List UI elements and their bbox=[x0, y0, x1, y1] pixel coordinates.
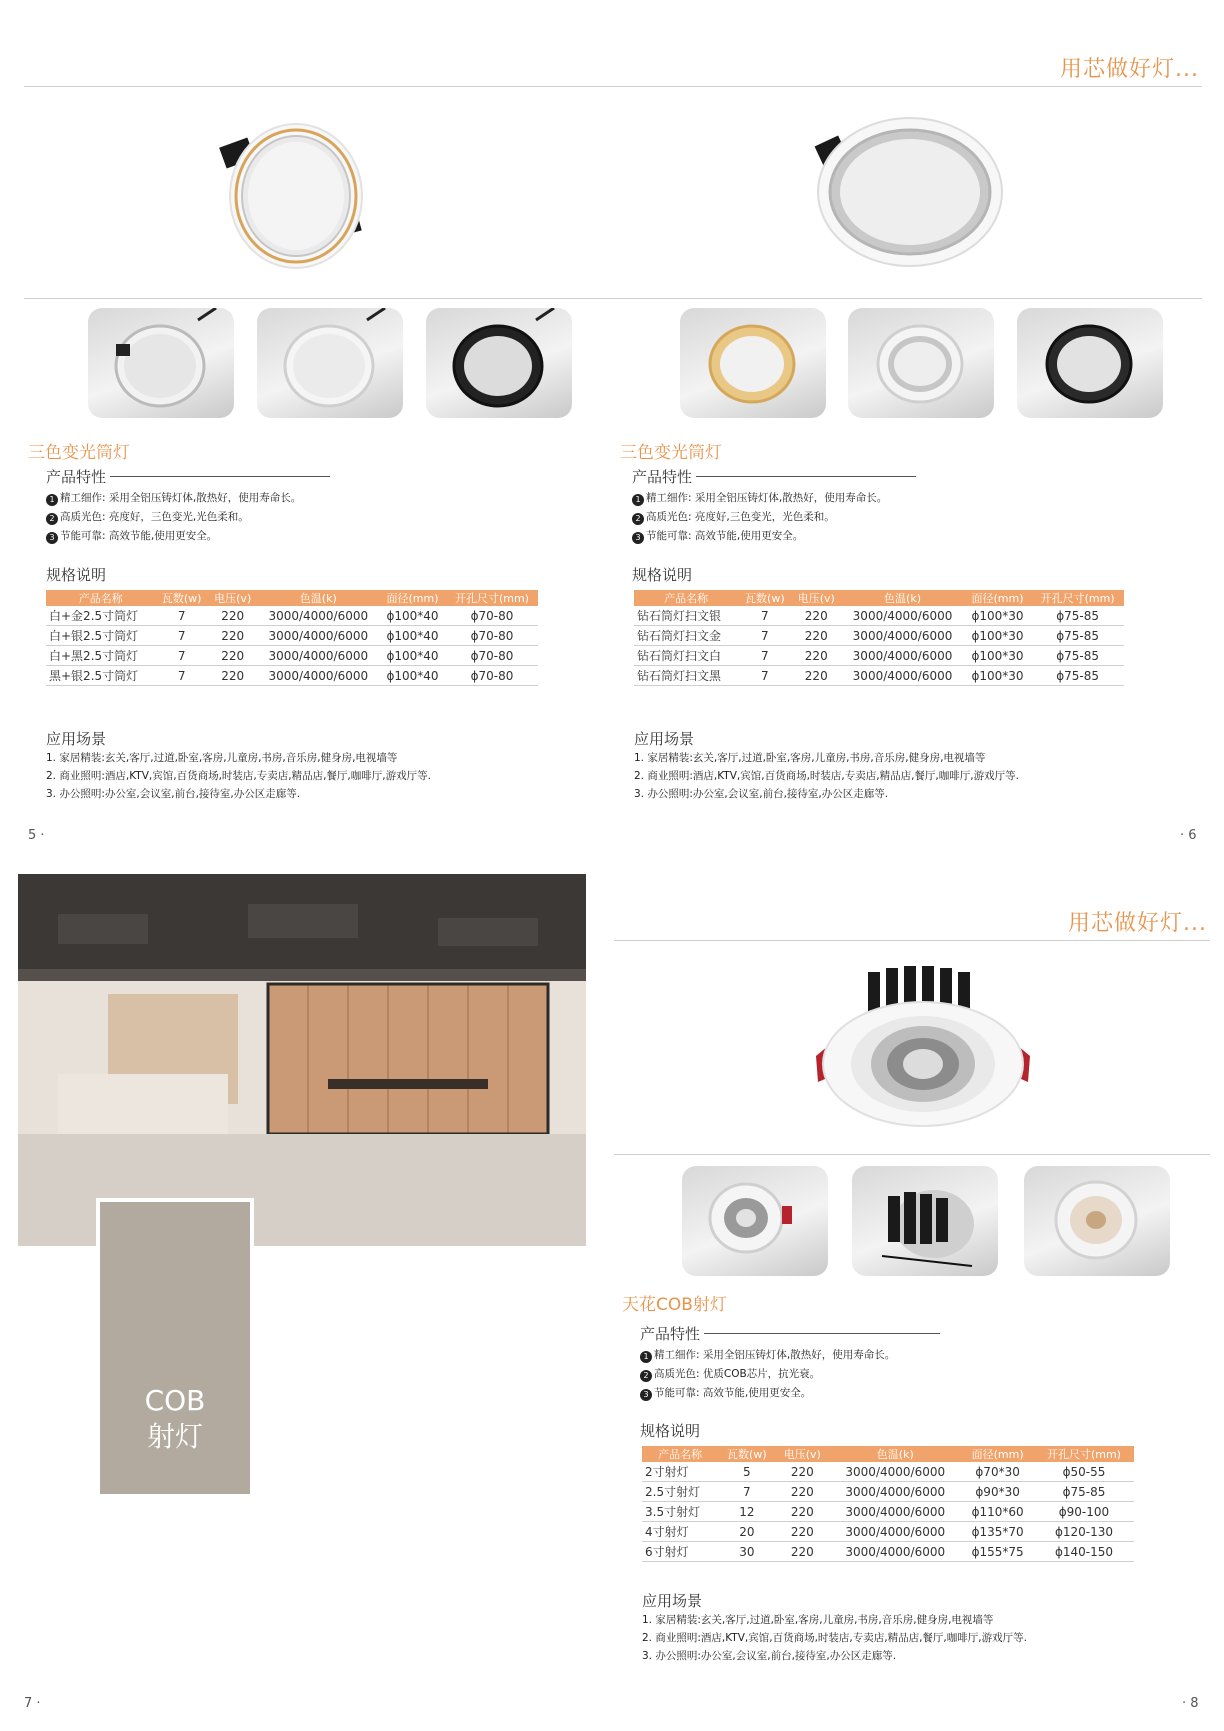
feature-item: 2 高质光色: 优质COB芯片，抗光衰。 bbox=[640, 1365, 895, 1384]
product-title-cob: 天花COB射灯 bbox=[622, 1295, 727, 1315]
list-item: 3. 办公照明:办公室,会议室,前台,接待室,办公区走廊等. bbox=[46, 788, 301, 800]
list-item: 3. 办公照明:办公室,会议室,前台,接待室,办公区走廊等. bbox=[642, 1650, 897, 1662]
table-row: 黑+银2.5寸筒灯 7 220 3000/4000/6000 ϕ100*40 ϕ70-80 bbox=[46, 666, 538, 686]
thumb-diamond-black bbox=[1017, 308, 1163, 418]
table-row: 4寸射灯 20 220 3000/4000/6000 ϕ135*70 ϕ120-130 bbox=[642, 1522, 1134, 1542]
feature-item: 1 精工细作: 采用全铝压铸灯体,散热好，使用寿命长。 bbox=[640, 1346, 895, 1365]
header-rule-bottom bbox=[614, 940, 1210, 941]
page-number-8: · 8 bbox=[1182, 1696, 1199, 1711]
thumb-white-silver bbox=[257, 308, 403, 418]
list-item: 3. 办公照明:办公室,会议室,前台,接待室,办公区走廊等. bbox=[634, 788, 889, 800]
hero-rule-bottom bbox=[614, 1154, 1210, 1155]
list-item: 1. 家居精装:玄关,客厅,过道,卧室,客房,儿童房,书房,音乐房,健身房,电视墙等 bbox=[46, 752, 398, 764]
table-row: 白+黑2.5寸筒灯 7 220 3000/4000/6000 ϕ100*40 ϕ70-80 bbox=[46, 646, 538, 666]
table-row: 白+金2.5寸筒灯 7 220 3000/4000/6000 ϕ100*40 ϕ70-80 bbox=[46, 606, 538, 626]
table-row: 白+银2.5寸筒灯 7 220 3000/4000/6000 ϕ100*40 ϕ70-80 bbox=[46, 626, 538, 646]
spec-table-left bbox=[46, 590, 538, 686]
slogan-top: 用芯做好灯... bbox=[1060, 57, 1199, 82]
page-number-7: 7 · bbox=[24, 1696, 41, 1711]
table-row: 钻石筒灯扫文白 7 220 3000/4000/6000 ϕ100*30 ϕ75-85 bbox=[634, 646, 1124, 666]
features-heading-cob: 产品特性 bbox=[640, 1323, 940, 1344]
slogan-bottom: 用芯做好灯... bbox=[1068, 911, 1207, 936]
thumb-cob-back bbox=[852, 1166, 998, 1276]
features-list-cob bbox=[640, 1346, 895, 1403]
feature-item: 1 精工细作: 采用全铝压铸灯体,散热好，使用寿命长。 bbox=[46, 489, 301, 508]
features-heading-left: 产品特性 bbox=[46, 466, 330, 487]
cob-label-line2: 射灯 bbox=[146, 1420, 203, 1453]
thumb-cob-front bbox=[1024, 1166, 1170, 1276]
table-row: 2.5寸射灯 7 220 3000/4000/6000 ϕ90*30 ϕ75-85 bbox=[642, 1482, 1134, 1502]
feature-item: 3 节能可靠: 高效节能,使用更安全。 bbox=[640, 1384, 895, 1403]
thumb-diamond-silver bbox=[848, 308, 994, 418]
table-row: 2寸射灯 5 220 3000/4000/6000 ϕ70*30 ϕ50-55 bbox=[642, 1462, 1134, 1482]
table-row: 3.5寸射灯 12 220 3000/4000/6000 ϕ110*60 ϕ90-100 bbox=[642, 1502, 1134, 1522]
hero-cob-spotlight bbox=[808, 966, 1038, 1132]
spec-header-row: 产品名称 瓦数(w) 电压(v) 色温(k) 面径(mm) 开孔尺寸(mm) bbox=[634, 590, 1124, 606]
app-heading-right: 应用场景 bbox=[634, 730, 695, 748]
spec-table-cob bbox=[642, 1446, 1134, 1562]
spec-header-row: 产品名称 瓦数(w) 电压(v) 色温(k) 面径(mm) 开孔尺寸(mm) bbox=[642, 1446, 1134, 1462]
page-number-5: 5 · bbox=[28, 828, 45, 843]
thumb-diamond-gold bbox=[680, 308, 826, 418]
list-item: 1. 家居精装:玄关,客厅,过道,卧室,客房,儿童房,书房,音乐房,健身房,电视墙等 bbox=[642, 1614, 994, 1626]
thumb-cob-side bbox=[682, 1166, 828, 1276]
cob-label-box bbox=[100, 1202, 250, 1494]
list-item: 2. 商业照明:酒店,KTV,宾馆,百货商场,时装店,专卖店,精品店,餐厅,咖啡厅,游戏厅等. bbox=[46, 770, 431, 782]
app-heading-cob: 应用场景 bbox=[642, 1592, 703, 1610]
feature-item: 3 节能可靠: 高效节能,使用更安全。 bbox=[632, 527, 887, 546]
header-rule-top bbox=[24, 86, 1202, 87]
product-title-right: 三色变光筒灯 bbox=[620, 443, 722, 463]
app-heading-left: 应用场景 bbox=[46, 730, 107, 748]
features-list-left bbox=[46, 489, 301, 546]
thumb-black-silver bbox=[426, 308, 572, 418]
spec-heading-cob: 规格说明 bbox=[640, 1422, 701, 1440]
feature-item: 1 精工细作: 采用全铝压铸灯体,散热好，使用寿命长。 bbox=[632, 489, 887, 508]
spec-table-right bbox=[634, 590, 1124, 686]
table-row: 钻石筒灯扫文银 7 220 3000/4000/6000 ϕ100*30 ϕ75-85 bbox=[634, 606, 1124, 626]
table-row: 钻石筒灯扫文金 7 220 3000/4000/6000 ϕ100*30 ϕ75-85 bbox=[634, 626, 1124, 646]
table-row: 钻石筒灯扫文黑 7 220 3000/4000/6000 ϕ100*30 ϕ75-85 bbox=[634, 666, 1124, 686]
table-row: 6寸射灯 30 220 3000/4000/6000 ϕ155*75 ϕ140-150 bbox=[642, 1542, 1134, 1562]
cob-label-line1: COB bbox=[144, 1384, 206, 1417]
spec-header-row: 产品名称 瓦数(w) 电压(v) 色温(k) 面径(mm) 开孔尺寸(mm) bbox=[46, 590, 538, 606]
page-number-6: · 6 bbox=[1180, 828, 1197, 843]
feature-item: 2 高质光色: 亮度好,三色变光，光色柔和。 bbox=[632, 508, 887, 527]
list-item: 2. 商业照明:酒店,KTV,宾馆,百货商场,时装店,专卖店,精品店,餐厅,咖啡厅,游戏厅等. bbox=[634, 770, 1019, 782]
app-list-left bbox=[46, 749, 431, 803]
thumb-white-gold bbox=[88, 308, 234, 418]
features-list-right bbox=[632, 489, 887, 546]
hero-downlight-silver bbox=[810, 112, 1010, 272]
list-item: 1. 家居精装:玄关,客厅,过道,卧室,客房,儿童房,书房,音乐房,健身房,电视墙等 bbox=[634, 752, 986, 764]
product-title-left: 三色变光筒灯 bbox=[28, 443, 130, 463]
app-list-right bbox=[634, 749, 1019, 803]
spec-heading-left: 规格说明 bbox=[46, 566, 107, 584]
office-interior-photo bbox=[18, 874, 586, 1246]
hero-rule-top bbox=[24, 298, 1202, 299]
features-heading-right: 产品特性 bbox=[632, 466, 916, 487]
list-item: 2. 商业照明:酒店,KTV,宾馆,百货商场,时装店,专卖店,精品店,餐厅,咖啡厅,游戏厅等. bbox=[642, 1632, 1027, 1644]
spec-heading-right: 规格说明 bbox=[632, 566, 693, 584]
hero-downlight-gold bbox=[214, 112, 394, 272]
feature-item: 3 节能可靠: 高效节能,使用更安全。 bbox=[46, 527, 301, 546]
feature-item: 2 高质光色: 亮度好，三色变光,光色柔和。 bbox=[46, 508, 301, 527]
app-list-cob bbox=[642, 1611, 1027, 1665]
